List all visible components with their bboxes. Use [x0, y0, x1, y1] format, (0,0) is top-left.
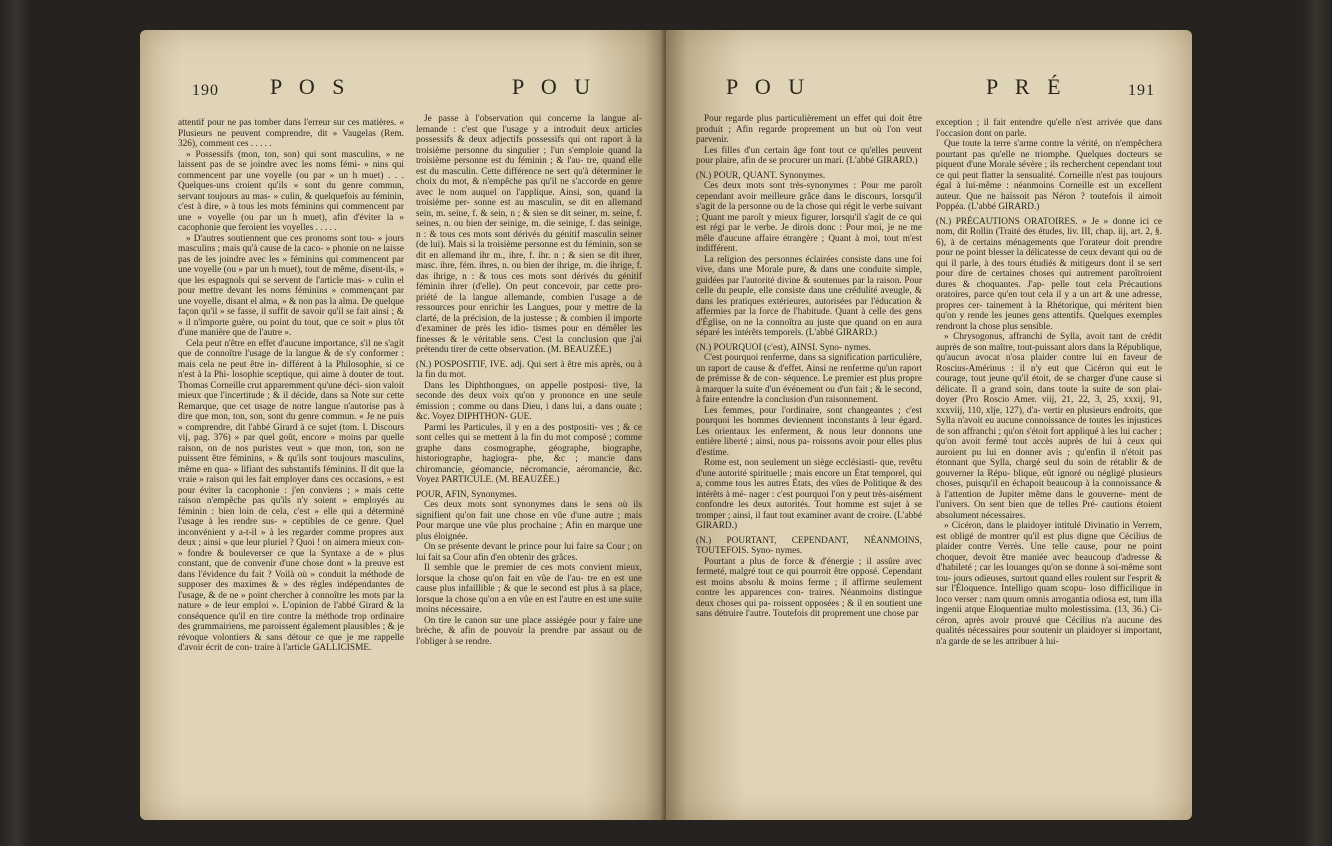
paragraph: La religion des personnes éclairées consiste dans une foi vive, dans une Morale pure, & dans une conduite simple, guidées par l'autorité divine & soutenues par la raison. Pour celle du peuple, elle consiste dans une crédulité aveugle, & dans les pratiques extérieures, autorisées par l'éducation & affermies par la force de l'habitude. Quant à celle des gens d'Église, on ne la connoîtra au juste que quand on en aura séparé les intérêts temporels. (L'abbé GIRARD.) [696, 254, 922, 338]
right-page-number: 191 [1128, 82, 1155, 99]
paragraph: » Cicéron, dans le plaidoyer intitulé Divinatio in Verrem, est obligé de montrer qu'il est plus digne que Cécilius de plaider contre Verrès. Une telle cause, pour ne point choquer, devoit être maniée avec beaucoup d'adresse & d'habileté ; car les louanges qu'on se donne à soi-même sont tou- jours odieuses, surtout quand elles roulent sur l'esprit & sur l'Éloquence. Intelligo quam scopu- loso difficilique in loco verser : nam quum omnis arrogantia odiosa est, tum illa ingenii atque Eloquentiae multo molestissima. (13, 36.) Ci- céron, après avoir prouvé que Cécilius n'a aucune des qualités nécessaires pour soutenir un plaidoyer si important, n'a garde de se les attribuer à lui- [936, 521, 1162, 647]
left-column-2 [416, 114, 642, 844]
paragraph: » Possessifs (mon, ton, son) qui sont masculins, » ne laissent pas de se joindre avec les noms fémi- » nins qui commencent par une voyelle (ou par » un h muet) . . . Quelques-uns croient qu'ils » sont du genre commun, servant toujours au mas- » culin, & quelquefois au féminin, c'est à dire, » à tous les mots féminins qui commencent par une » voyelle (ou par un h muet), afin d'éviter la » cacophonie que feroient les voyelles . . . . . [178, 149, 404, 233]
entry-heading: (N.) POURTANT, CEPENDANT, NÉANMOINS, TOUTEFOIS. Syno- nymes. [696, 535, 922, 556]
paragraph: » Chrysogonus, affranchi de Sylla, avoit tant de crédit auprès de son maître, tout-puissant alors dans la République, qu'aucun avocat n'osa plaider contre lui en faveur de Roscius-Amérinus : il n'y eut que Cicéron qui eut le courage, tout jeune qu'il étoit, de se charger d'une cause si délicate. Il a grand soin, dans toute la suite de son plai- doyer (Pro Roscio Amer. viij, 21, 22, 3, 25, xxxij, 91, xxxviij, 110, xlje, 127), d'a- vertir en plusieurs endroits, que Sylla n'avoit eu aucune connoissance de toutes les injustices de son affranchi ; qu'on s'étoit fort appliqué à les lui cacher ; qu'on avoit fermé tout accès auprès de lui à ceux qui auroient pu lui en donner avis ; qu'enfin il n'étoit pas étonnant que Sylla, chargé seul du soin de rétablir & de gouverner la Répu- blique, eût ignoré ou négligé plusieurs choses, puisqu'il en échapoit beaucoup à la connoissance & à l'attention de Jupiter même dans le gouverne- ment de l'univers. On sent bien que de telles Pré- cautions étoient absolument nécessaires. [936, 332, 1162, 521]
entry-heading: (N.) POSPOSITIF, IVE. adj. Qui sert à être mis après, ou à la fin du mot. [416, 359, 642, 380]
paragraph: Cela peut n'être en effet d'aucune importance, s'il ne s'agit que de connoître l'usage de la langue & de s'y conformer : mais cela ne peut être in- différent à la Philosophie, si ce n'est à la Phi- losophie sceptique, qui aime à douter de tout. Thomas Corneille crut apparemment qu'une déci- sion valoit mieux que l'incertitude ; & il décide, dans sa Note sur cette Remarque, que cet usage de notre langue n'autorise pas à dire que mon, ton, son, sont du genre commun. « Je ne puis » comprendre, dit l'abbé Girard à ce sujet (tom. I. Discours vij, pag. 376) » par quel goût, encore » moins par quelle raison, on de nos puristes veut » que mon, ton, son ne puissent être féminins, » & qu'ils sont toujours masculins, même en qua- » lifiant des substantifs féminins. Il dit que la vraie » raison qui les fait employer dans ces occasions, » est pour éviter la cacophonie : j'en conviens ; » mais cette raison n'empêche pas qu'ils n'y soient » employés au féminin : bien loin de cela, c'est » elle qui a déterminé l'usage à les rendre sus- » ceptibles de ce genre. Quel inconvénient y a-t-il » à les regarder comme propres aux deux ; ainsi » que leur pluriel ? Quoi ! on aimera mieux con- » fondre & bouleverser ce que la Syntaxe a de » plus constant, que de convenir d'une chose dont » la preuve est dans l'évidence du fait ? Voilà où » conduit la méthode de supposer des maximes & » des règles indépendantes de l'usage, & de ne » point chercher à connoître les mots par la nature » de leur emploi ». L'opinion de l'abbé Girard & la conséquence qu'il en tire contre la méthode trop ordinaire des grammairiens, me paroissent également plausibles ; & je révoque volontiers & sans détour ce que je me rappelle d'avoir écrit de con- traire à l'article GALLICISME. [178, 338, 404, 653]
left-page-number: 190 [192, 82, 219, 99]
right-header-pou: P O U [726, 74, 811, 99]
paragraph: Parmi les Particules, il y en a des postpositi- ves ; & ce sont celles qui se mettent à la fin du mot composé ; comme graphe dans cosmographe, géographe, biographe, historiographe, hagiogra- phe, &c ; mancie dans chiromancie, géomancie, nécromancie, aéromancie, &c. Voyez PARTICULE. (M. BEAUZÉE.) [416, 422, 642, 485]
right-column-1 [696, 114, 922, 844]
paragraph: Ces deux mots sont très-synonymes : Pour me paroît cependant avoir meilleure grâce dans le discours, lorsqu'il s'agit de la personne ou de la chose qui régit le verbe suivant ; Quant me paroît y mieux figurer, lorsqu'il s'agit de ce qui est régi par le verbe. Je dirois donc : Pour moi, je ne me mêle d'aucune affaire étrangère ; Quant à moi, tout m'est indifférent. [696, 181, 922, 254]
paragraph: exception ; il fait entendre qu'elle n'est arrivée que dans l'occasion dont on parle. [936, 118, 1162, 139]
paragraph: Rome est, non seulement un siège ecclésiasti- que, revêtu d'une autorité spirituelle ; mais encore un État temporel, qui a, comme tous les autres États, des vûes de Politique & des intérêts à mé- nager : c'est pourquoi l'on y peut très-aisément confondre les deux autorités. Tout homme est sujet à se tromper ; ainsi, il faut tout examiner avant de croire. (L'abbé GIRARD.) [696, 458, 922, 531]
entry-heading: (N.) PRÉCAUTIONS ORATOIRES. » Je » donne ici ce nom, dit Rollin (Traité des études, liv. III, chap. iij, art. 2, §. 6), à de certains ménagements que l'orateur doit prendre pour ne point blesser la délicatesse de ceux devant qui ou de qui il parle, à des tours étudiés & mitigeurs dont il se sert pour dire de certaines choses qui autrement paroîtroient dures & choquantes. J'ap- pelle tout cela Précautions oratoires, parce qu'en tout cela il y a un art & une adresse, propres cer- tainement à la Rhétorique, qui méritent bien qu'on y rende les jeunes gens attentifs. Quelques exemples rendront la chose plus sensible. [936, 216, 1162, 332]
paragraph: Dans les Diphthongues, on appelle postposi- tive, la seconde des deux voix qu'on y prononce en une seule émission ; comme ou dans Dieu, i dans lui, a dans ouate ; &c. Voyez DIPHTHON- GUE. [416, 380, 642, 422]
right-page [666, 30, 1192, 820]
paragraph: Les filles d'un certain âge font tout ce qu'elles peuvent pour plaire, afin de se procurer un mari. (L'abbé GIRARD.) [696, 145, 922, 166]
paragraph: C'est pourquoi renferme, dans sa signification particulière, un raport de cause & d'effet. Ainsi ne renferme qu'un raport de prémisse & de con- séquence. Le premier est plus propre à marquer la suite d'un événement ou d'un fait ; & le second, à faire entendre la conclusion d'un raisonnement. [696, 353, 922, 405]
paragraph: On se présente devant le prince pour lui faire sa Cour ; on lui fait sa Cour afin d'en obtenir des grâces. [416, 542, 642, 563]
right-header-pre: P R É [986, 74, 1067, 99]
paragraph: Que toute la terre s'arme contre la vérité, on n'empêchera pourtant pas qu'elle ne triomphe. Quelques docteurs se piquent d'une Morale sévère ; ils recherchent cependant tout ce qui peut flatter la sensualité. Corneille n'est pas toujours égal à lui-même : néanmoins Corneille est un excellent auteur. Que ne haïssoit pas Néron ? toutefois il aimoit Poppéa. (L'abbé GIRARD.) [936, 139, 1162, 212]
left-page [140, 30, 666, 820]
paragraph: On tire le canon sur une place assiégée pour y faire une brèche, & afin de pouvoir la prendre par assaut ou de l'obliger à se rendre. [416, 615, 642, 647]
paragraph: Ces deux mots sont synonymes dans le sens où ils signifient qu'on fait une chose en vûe d'une autre ; mais Pour marque une vûe plus prochaine ; Afin en marque une plus éloignée. [416, 500, 642, 542]
entry-heading: (N.) POURQUOI (c'est), AINSI. Syno- nymes. [696, 342, 871, 353]
paragraph: attentif pour ne pas tomber dans l'erreur sur ces matières. « Plusieurs ne peuvent comprendre, dit » Vaugelas (Rem. 326), comment ces . . . . . [178, 118, 404, 149]
paragraph: Les femmes, pour l'ordinaire, sont changeantes ; c'est pourquoi les hommes deviennent inconstants à leur égard. Les orientaux les enferment, & nous leur donnons une entière liberté ; ainsi, nous pa- roissons avoir pour elles plus d'estime. [696, 405, 922, 458]
entry-heading: (N.) POUR, QUANT. Synonymes. [696, 170, 826, 181]
entry-heading: POUR, AFIN, Synonymes. [416, 489, 517, 500]
left-header-pou: P O U [512, 74, 597, 99]
paragraph: » D'autres soutiennent que ces pronoms sont tou- » jours masculins ; mais qu'à cause de la caco- » phonie on ne laisse pas de les joindre avec les » féminins qui commencent par une voyelle (ou » par un h muet), tout de même, disent-ils, » que les espagnols qui se servent de l'article mas- » culin el pour mettre devant les noms féminins » commençant par une voyelle, disant el alma, » & non pas la alma. De quelque façon qu'il » se fasse, il suffit de savoir qu'il se fait ainsi ; & » il n'importe guère, ou point du tout, que ce soit » plus tôt d'une manière que de l'autre ». [178, 233, 404, 338]
paragraph: Pour regarde plus particulièrement un effet qui doit être produit ; Afin regarde proprement un but où l'on veut parvenir. [696, 114, 922, 145]
right-column-2 [936, 114, 1162, 844]
paragraph: Je passe à l'observation qui concerne la langue al- lemande : c'est que l'usage y a introduit deux articles possessifs & deux adjectifs possessifs qui ont raport à la troisième personne du singulier ; l'un s'emploie quand la troisième personne est du féminin ; & l'au- tre, quand elle est du masculin. Cette différence ne sert qu'à déterminer le choix du mot, & n'empêche pas qu'il ne s'accorde en genre avec le nom auquel on l'applique. Ainsi, son, quand la troisième per- sonne est au masculin, se dit en allemand sein, m. seine, f. & sein, n ; & sien se dit seiner, m. seine, f. seines, n. ou bien der seinige, m. die seinige, f. das seinige, n : & tous ces mots sont dérivés du génitif masculin seiner (de lui). Mais si la troisième personne est du féminin, son se dit en allemand ihr m., ihre, f. ihr. n ; & sien se dit ihrer, masc. ihre, fém. ihres, n. ou bien der ihrige, m. die ihrige, f. das ihrige, n : & tous ces mots sont dérivés du génitif féminin ihrer (d'elle). On peut concevoir, par cette pro- priété de la langue allemande, combien l'usage a de ressources pour enrichir les Langues, pour y mettre de la clarté, de la précision, de la justesse ; & combien il importe d'examiner de près les idio- tismes pour en démêler les finesses & le véritable sens. C'est la conclusion que j'ai prétendu tirer de cette observation. (M. BEAUZÉE.) [416, 114, 642, 355]
paragraph: Il semble que le premier de ces mots convient mieux, lorsque la chose qu'on fait en vûe de l'au- tre en est une cause plus infaillible ; & que le second est plus à sa place, lorsque la chose qu'on a en vûe en est l'autre en est une suite moins nécessaire. [416, 563, 642, 615]
paragraph: Pourtant a plus de force & d'énergie ; il assûre avec fermeté, malgré tout ce qui pourroit être opposé. Cependant est moins absolu & moins ferme ; il affirme seulement contre les apparences con- traires. Néanmoins distingue deux choses qui pa- roissent opposées ; & il en soutient une sans détruire l'autre. Toutefois dit proprement une chose par [696, 556, 922, 619]
left-column-1 [178, 114, 404, 844]
left-header-pos: P O S [270, 74, 351, 99]
